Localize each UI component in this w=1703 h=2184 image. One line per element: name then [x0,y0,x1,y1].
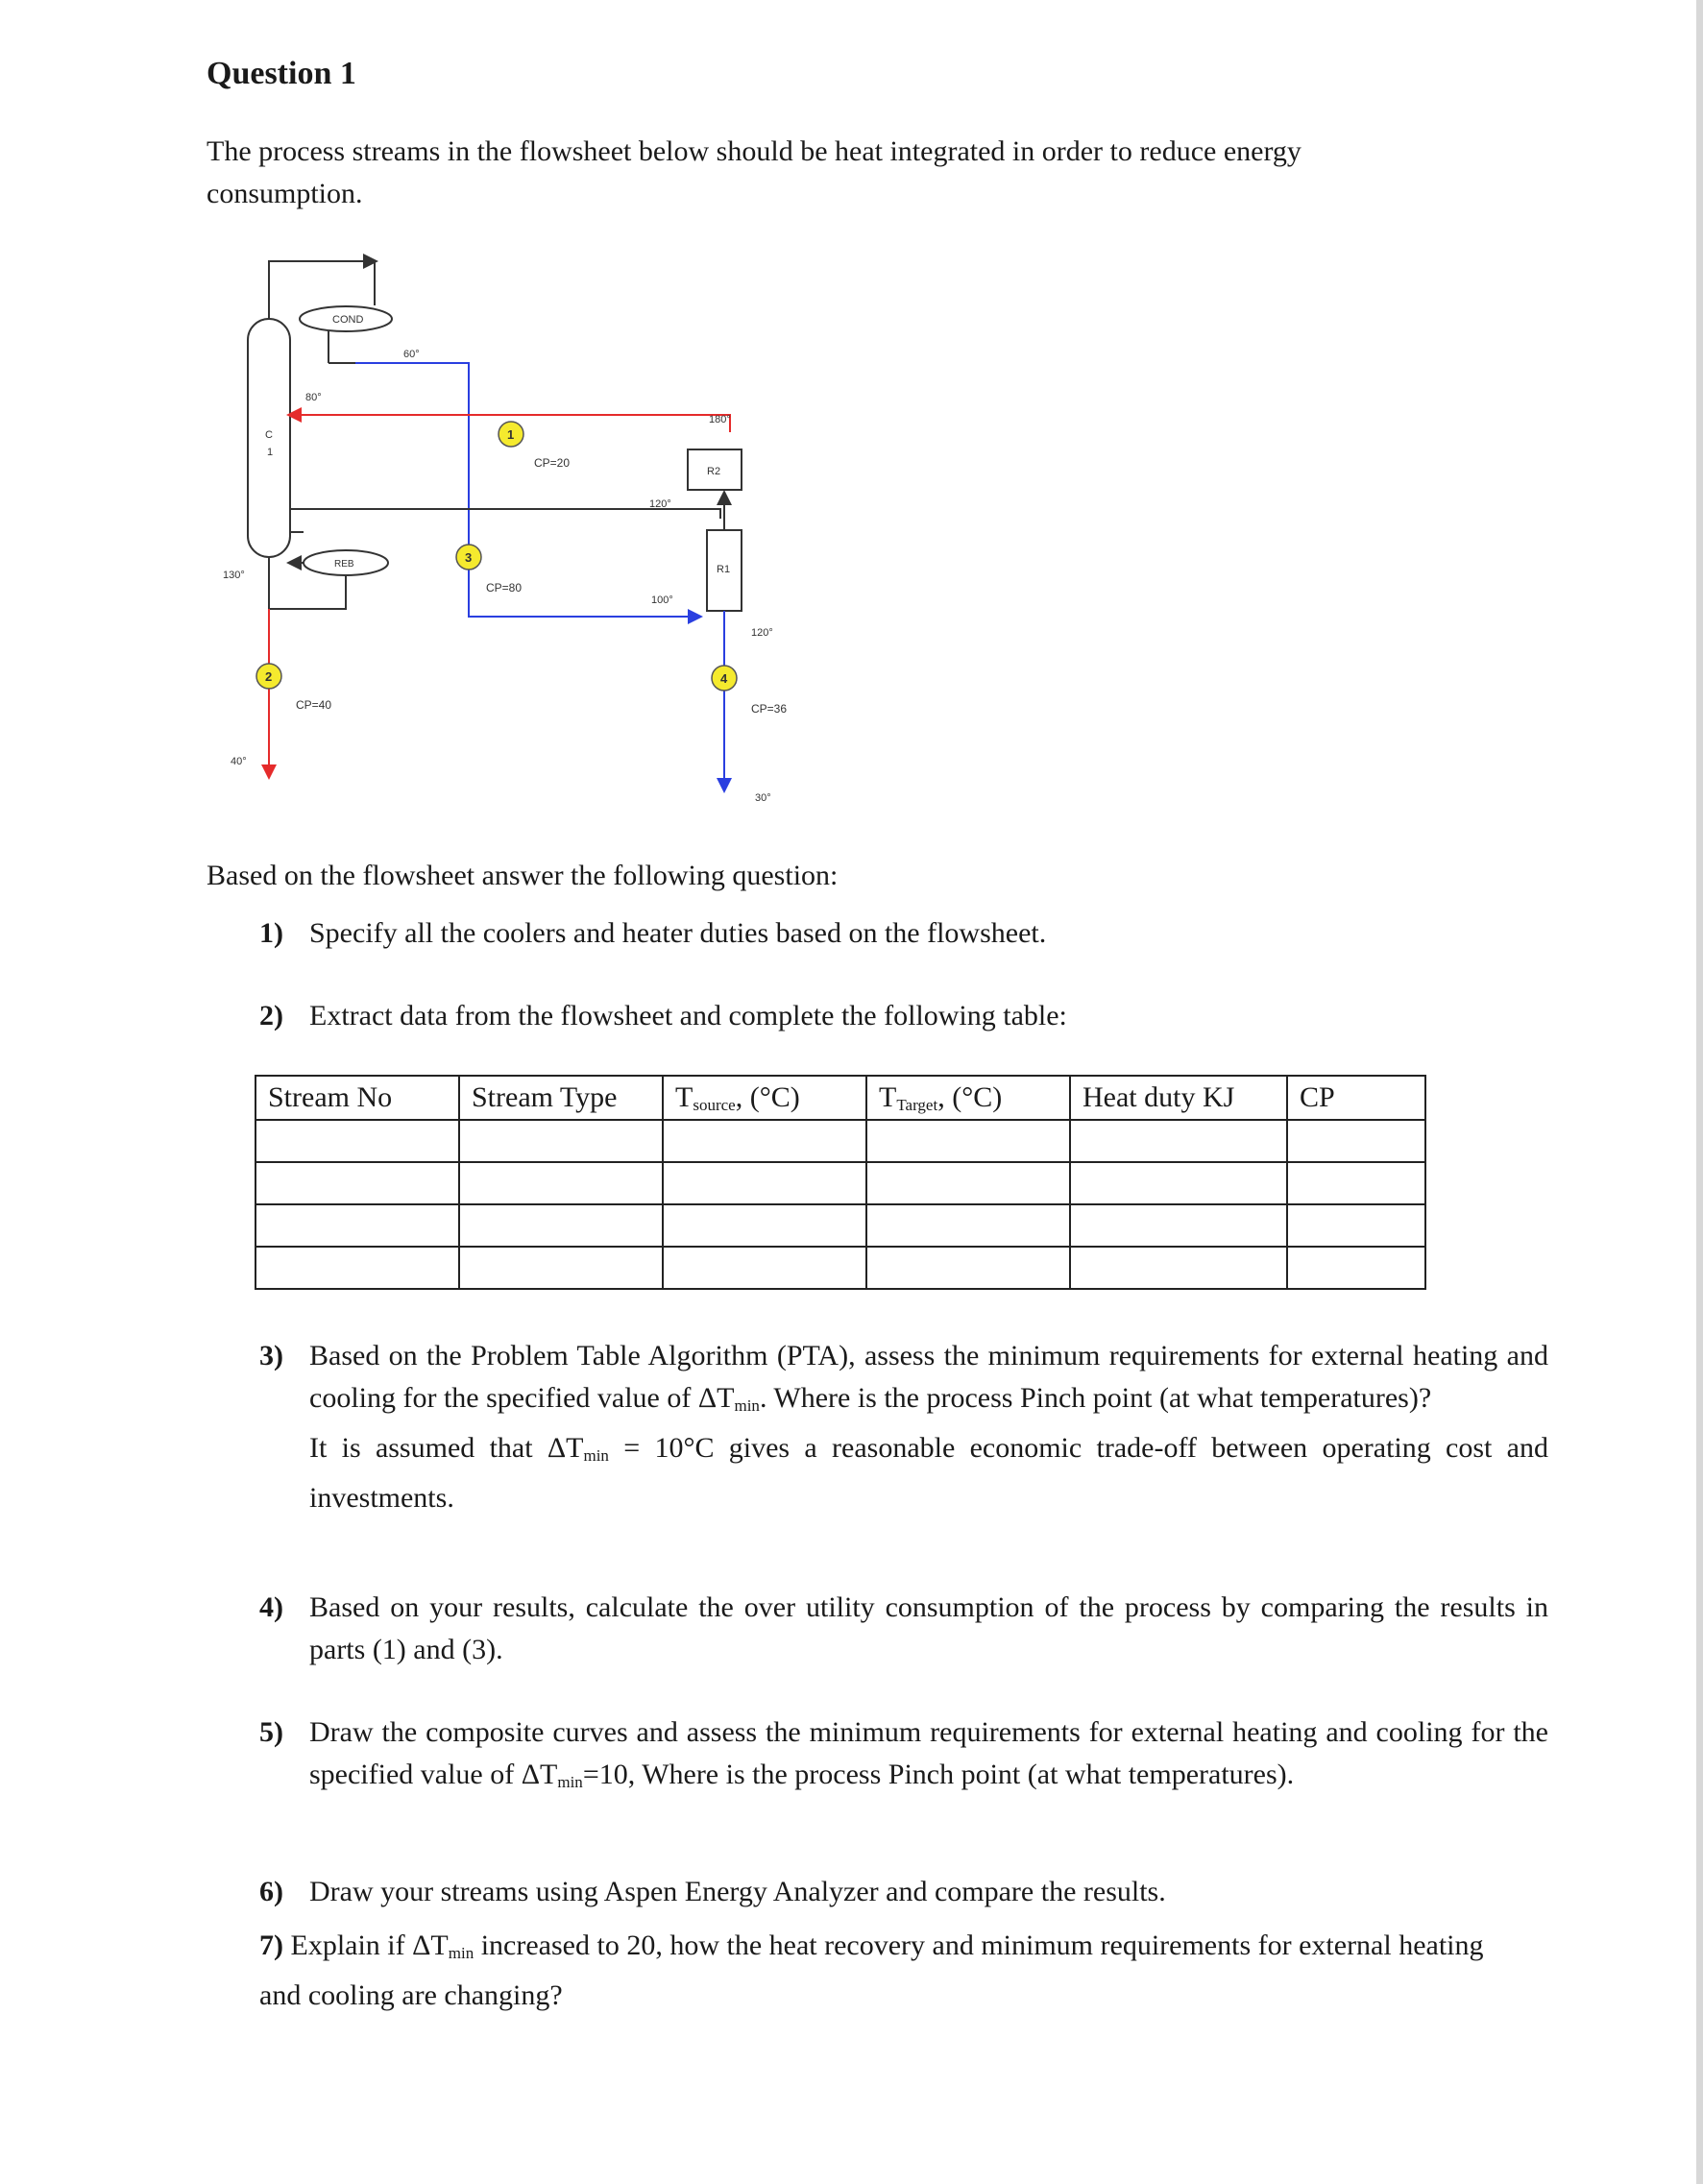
item-text: Specify all the coolers and heater duties based on the flowsheet. [309,917,1047,949]
questions-lead: Based on the flowsheet answer the following question: [207,860,839,891]
stream-2-number: 2 [265,669,273,684]
question-item-7 [259,1925,1508,2017]
item-text: Explain if $\Delta T_{min}$ increased to 20, how the heat recovery and minimum requirements for external heating and cooling are changing? [259,1929,1484,2011]
table-row [255,1162,1425,1204]
item-number: 2) [259,1000,283,1031]
stream-4-badge [712,666,737,691]
item-text: Draw the composite curves and assess the minimum requirements for external heating and cooling for the specified value of $\Delta T_{min}=10$, Where is the process Pinch point (at what temperatures). [309,1716,1548,1791]
stream-2-cp: CP=40 [296,698,332,712]
temp-100: 100° [651,595,673,606]
item-number: 3) [259,1340,283,1371]
temp-130: 130° [223,570,245,581]
item-text: Extract data from the flowsheet and complete the following table: [309,1000,1067,1031]
reactor-r2-label: R2 [707,466,721,477]
reboiler-label: REB [334,559,354,570]
condenser-label: COND [332,314,364,326]
item-number: 1) [259,917,283,949]
table-row [255,1247,1425,1289]
question-title: Question 1 [207,56,356,91]
table-row [255,1120,1425,1162]
column-label-c: C [265,429,273,441]
stream-4-cp: CP=36 [751,702,788,716]
item-number: 4) [259,1591,283,1623]
item-number: 7) [259,1929,283,1961]
temp-80: 80° [305,392,322,403]
header-t-source: $T_{source}$, (°C) [663,1076,866,1120]
item-text: Draw your streams using Aspen Energy Analyzer and compare the results. [309,1876,1166,1907]
header-t-target: $T_{Target}$, (°C) [866,1076,1070,1120]
temp-40: 40° [231,756,247,767]
item-text: Based on the Problem Table Algorithm (PTA), assess the minimum requirements for external heating and cooling for the specified value of $\Delta T_{min}$. Where is the process Pinch point (at what temperatures)? It is assumed that $\Delta T_{min} = 10^\circ C$ gives a reasonable economic trade-off between operating cost and investments. [309,1340,1548,1514]
temp-120-b: 120° [751,627,773,639]
side-draw-line [290,509,720,519]
header-stream-no: Stream No [255,1076,459,1120]
stream-3-number: 3 [465,550,473,565]
page-edge [1696,0,1703,2184]
process-flowsheet [221,250,816,826]
stream-1-badge [499,422,523,447]
stream-4-number: 4 [720,671,728,686]
stream-1-number: 1 [507,427,515,442]
reactor-r1-label: R1 [717,564,731,575]
temp-120-a: 120° [649,498,671,510]
stream-2-badge [256,664,281,689]
stream-data-table [255,1075,1426,1290]
temp-30: 30° [755,792,771,804]
column-label-1: 1 [267,447,274,458]
temp-180: 180° [709,414,731,425]
header-stream-type: Stream Type [459,1076,663,1120]
item-number: 5) [259,1716,283,1748]
table-row [255,1204,1425,1247]
item-text: Based on your results, calculate the over utility consumption of the process by comparing the results in parts (1) and (3). [309,1591,1548,1665]
header-heat-duty: Heat duty KJ [1070,1076,1287,1120]
stream-3-cp: CP=80 [486,581,523,595]
intro-paragraph: The process streams in the flowsheet below should be heat integrated in order to reduce energy consumption. [207,135,1302,209]
item-number: 6) [259,1876,283,1907]
stream-1-cp: CP=20 [534,456,571,470]
stream-3-badge [456,545,481,570]
table-header-row [255,1076,1425,1120]
stream-3-line [355,363,699,617]
header-cp: CP [1287,1076,1425,1120]
temp-60: 60° [403,349,420,360]
